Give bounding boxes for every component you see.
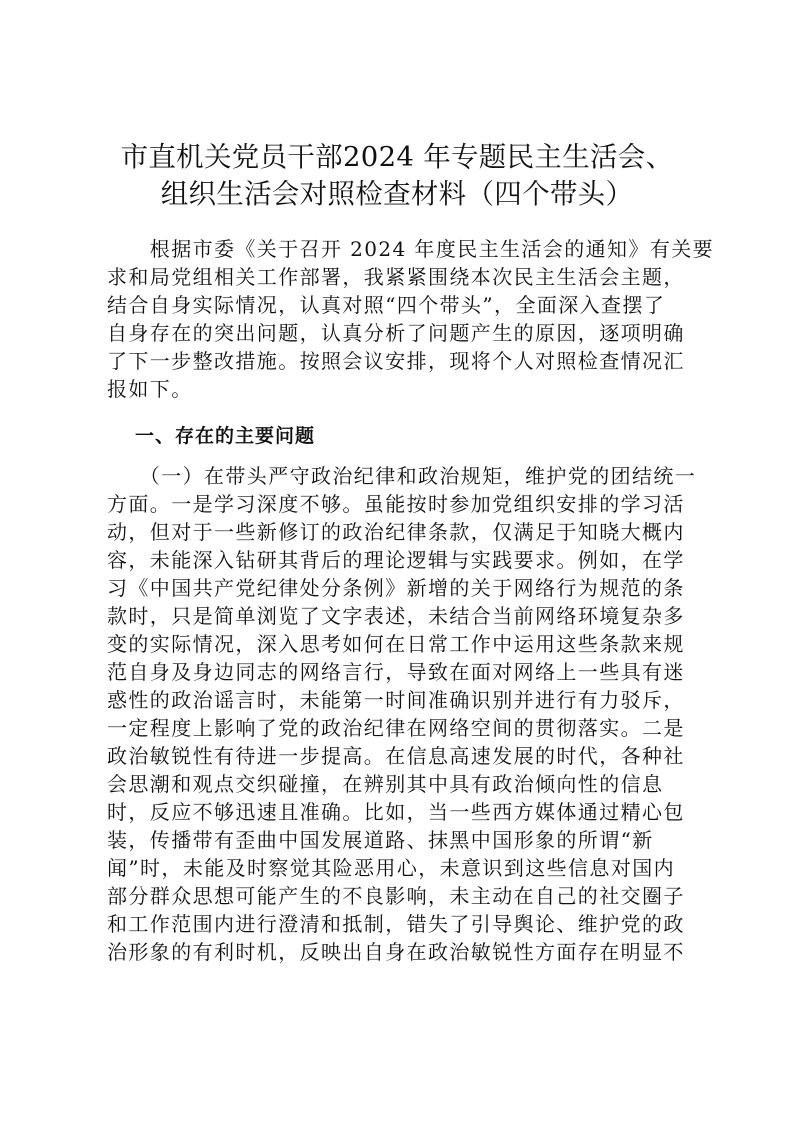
paragraph-line: 了下一步整改措施。按照会议安排，现将个人对照检查情况汇 — [107, 349, 685, 373]
paragraph-line: 报如下。 — [107, 377, 193, 401]
paragraph-line: 闻”时，未能及时察觉其险恶用心，未意识到这些信息对国内 — [107, 856, 676, 880]
paragraph-line: 习《中国共产党纪律处分条例》新增的关于网络行为规范的条 — [107, 576, 685, 600]
title-line-2: 组织生活会对照检查材料（四个带头） — [160, 178, 634, 210]
paragraph-line: 结合自身实际情况，认真对照“四个带头”，全面深入查摆了 — [107, 293, 666, 317]
paragraph-line: 变的实际情况，深入思考如何在日常工作中运用这些条款来规 — [107, 632, 685, 656]
intro-paragraph — [107, 235, 715, 403]
paragraph-line: 求和局党组相关工作部署，我紧紧围绕本次民主生活会主题， — [107, 265, 685, 289]
paragraph-line: 自身存在的突出问题，认真分析了问题产生的原因，逐项明确 — [107, 321, 685, 345]
paragraph-line: 和工作范围内进行澄清和抵制，错失了引导舆论、维护党的政 — [107, 912, 685, 936]
paragraph-line: 惑性的政治谣言时，未能第一时间准确识别并进行有力驳斥， — [107, 688, 685, 712]
paragraph-line: 政治敏锐性有待进一步提高。在信息高速发展的时代，各种社 — [107, 744, 685, 768]
section-1-paragraph — [107, 462, 697, 966]
paragraph-line: 方面。一是学习深度不够。虽能按时参加党组织安排的学习活 — [107, 492, 685, 516]
title-line-1: 市直机关党员干部2024 年专题民主生活会、 — [120, 141, 674, 173]
paragraph-line: 治形象的有利时机，反映出自身在政治敏锐性方面存在明显不 — [107, 940, 685, 964]
section-heading: 一、存在的主要问题 — [135, 425, 316, 447]
paragraph-line: 会思潮和观点交织碰撞，在辨别其中具有政治倾向性的信息 — [107, 772, 664, 796]
paragraph-line: （一）在带头严守政治纪律和政治规矩，维护党的团结统一 — [107, 464, 697, 488]
document-title — [100, 139, 694, 213]
paragraph-line: 根据市委《关于召开 2024 年度民主生活会的通知》有关要 — [107, 237, 715, 261]
paragraph-line: 动，但对于一些新修订的政治纪律条款，仅满足于知晓大概内 — [107, 520, 685, 544]
paragraph-line: 装，传播带有歪曲中国发展道路、抹黑中国形象的所谓“新 — [107, 828, 654, 852]
paragraph-line: 款时，只是简单浏览了文字表述，未结合当前网络环境复杂多 — [107, 604, 685, 628]
paragraph-line: 范自身及身边同志的网络言行，导致在面对网络上一些具有迷 — [107, 660, 685, 684]
paragraph-line: 部分群众思想可能产生的不良影响，未主动在自己的社交圈子 — [107, 884, 685, 908]
paragraph-line: 容，未能深入钻研其背后的理论逻辑与实践要求。例如，在学 — [107, 548, 685, 572]
paragraph-line: 时，反应不够迅速且准确。比如，当一些西方媒体通过精心包 — [107, 800, 685, 824]
paragraph-line: 一定程度上影响了党的政治纪律在网络空间的贯彻落实。二是 — [107, 716, 685, 740]
